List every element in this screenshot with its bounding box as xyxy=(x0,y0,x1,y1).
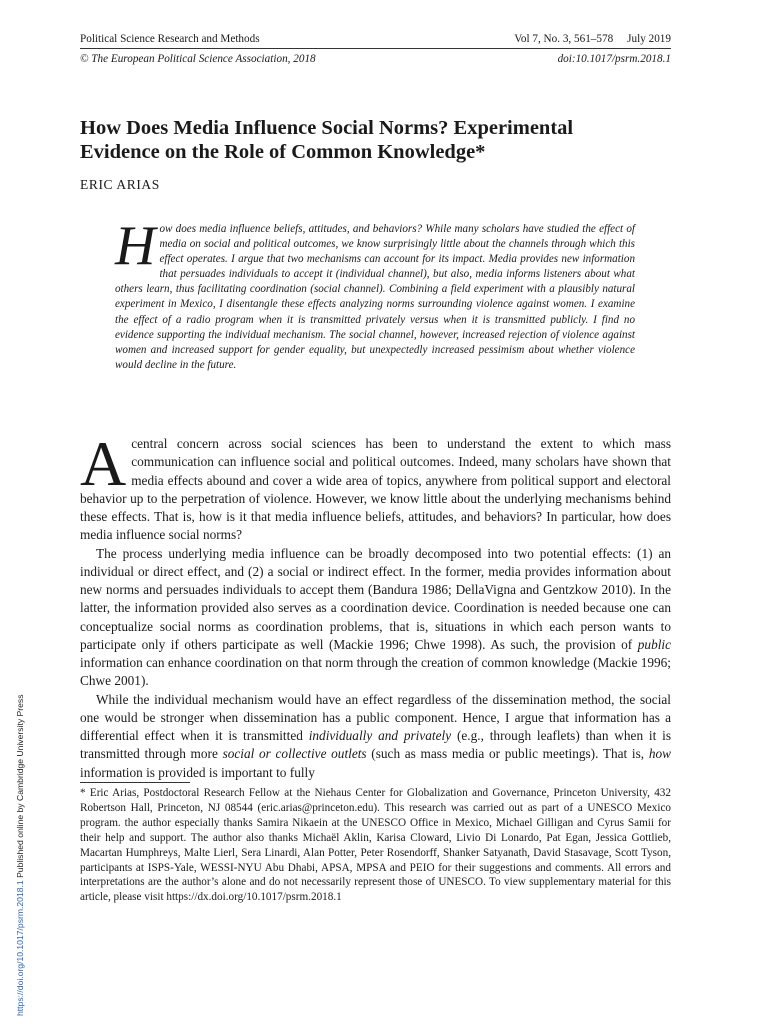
paragraph-2 xyxy=(80,545,671,691)
paragraph-1 xyxy=(80,428,671,545)
paragraph-3-emphasis-3: how xyxy=(648,746,671,762)
side-doi-link[interactable]: https://doi.org/10.1017/psrm.2018.1 xyxy=(15,880,25,1016)
journal-name: Political Science Research and Methods xyxy=(80,33,260,45)
paragraph-3 xyxy=(80,691,671,782)
title-line-1: How Does Media Influence Social Norms? Experimental xyxy=(80,117,574,139)
paragraph-3-end: information is provided is important to fully xyxy=(80,764,315,780)
copyright-text: © The European Political Science Association, 2018 xyxy=(80,53,316,65)
article-title xyxy=(80,116,671,164)
paragraph-2-emphasis: public xyxy=(637,636,672,652)
paragraph-3-emphasis-2: social or collective outlets xyxy=(222,746,367,762)
article-page xyxy=(80,0,671,1024)
paragraph-2-end: information can enhance coordination on that norm through the creation of common knowledge (Mackie 1996; Chwe 2001). xyxy=(80,655,671,689)
side-publication-note xyxy=(14,695,26,1017)
paragraph-3-mid: (e.g., through leaflets) than when it is transmitted through more xyxy=(80,728,672,762)
issue-info xyxy=(514,32,671,46)
side-published-text: Published online by Cambridge University Press xyxy=(15,694,25,881)
paragraph-1-text: central concern across social sciences has been to understand the extent to which mass communication can influence social and political outcomes. Indeed, many scholars have shown that media effects abound and cover a wide area of topics, anywhere from political support and electoral behavior up to the perpetration of violence. However, we know little about the underlying mechanisms behind these effects. That is, how is it that media influence beliefs, attitudes, and behaviors? In particular, how does media influence social norms? xyxy=(80,436,671,543)
side-margin xyxy=(0,0,25,1024)
abstract-text: ow does media influence beliefs, attitudes, and behaviors? While many scholars have studied the effect of media on social and political outcomes, we know surprisingly little about the channels through which this effect operates. I argue that two mechanisms can account for its impact. Media provides new information that persuades individuals to accept it (individual channel), but also, media informs listeners about what others learn, thus facilitating coordination (social channel). Combining a field experiment with a plausibly natural experiment in Mexico, I disentangle these effects analyzing norms surrounding violence against women. I examine the effect of a radio program when it is transmitted privately versus when it is transmitted publicly. I find no evidence supporting the individual mechanism. The social channel, however, increased rejection of violence against women and increased support for gender equality, but unexpectedly increased pessimism about whether violence would decline in the future. xyxy=(115,223,635,371)
paragraph-3-mid-2: (such as mass media or public meetings). That is, xyxy=(371,746,645,762)
abstract xyxy=(115,215,635,373)
abstract-dropcap: H xyxy=(115,215,156,277)
volume-info: Vol 7, No. 3, 561–578 xyxy=(514,33,614,45)
footnote-rule xyxy=(80,782,190,783)
paragraph-2-text: The process underlying media influence can be broadly decomposed into two potential effects: (1) an individual or direct effect, and (2) a social or indirect effect. In the former, media provides information about new norms and persuades individuals to accept them (Bandura 1986; DellaVigna and Gentzkow 2010). In the latter, the information provided also serves as a coordination device. Coordination is needed because one can conceptualize social norms as coordination problems, that is, situations in which each person wants to participate only if others participate as well (Mackie 1996; Chwe 1998). As such, the provision of xyxy=(80,545,671,652)
paragraph-3-emphasis-1: individually and privately xyxy=(308,728,452,743)
title-line-2: Evidence on the Role of Common Knowledge* xyxy=(80,141,486,163)
author-name: ERIC ARIAS xyxy=(80,177,160,192)
issue-date: July 2019 xyxy=(627,33,671,45)
body-dropcap: A xyxy=(80,428,127,499)
paragraph-3-text: While the individual mechanism would have an effect regardless of the dissemination method, the social one would be stronger when dissemination has a public component. Hence, I argue that information has a differential effect when it is transmitted xyxy=(80,691,671,743)
article-body xyxy=(80,428,672,782)
footnote: * Eric Arias, Postdoctoral Research Fellow at the Niehaus Center for Globalization and Governance, Princeton University, 432 Robertson Hall, Princeton, NJ 08544 (eric.arias@princeton.edu). This research was carried out as part of a UNESCO Mexico program. the author especially thanks Samira Nikaein at the UNESCO Office in Mexico, Michael Gilligan and Cyrus Samii for their help and support. The author also thanks Michaël Aklin, Karisa Cloward, Livio Di Lonardo, Pat Egan, Jessica Gottlieb, Macartan Humphreys, Malte Lierl, Sera Linardi, Alan Potter, Peter Rosendorff, Shanker Satyanath, David Stasavage, Scott Tyson, participants at ISPS-Yale, WESSI-NYU Abu Dhabi, APSA, MPSA and PEIO for their suggestions and comments. All errors and interpretations are the author’s alone and do not necessarily represent those of UNESCO. To view supplementary material for this article, please visit https://dx.doi.org/10.1017/psrm.2018.1 xyxy=(80,787,671,904)
article-doi[interactable]: doi:10.1017/psrm.2018.1 xyxy=(557,53,671,65)
header-rule xyxy=(80,48,671,49)
